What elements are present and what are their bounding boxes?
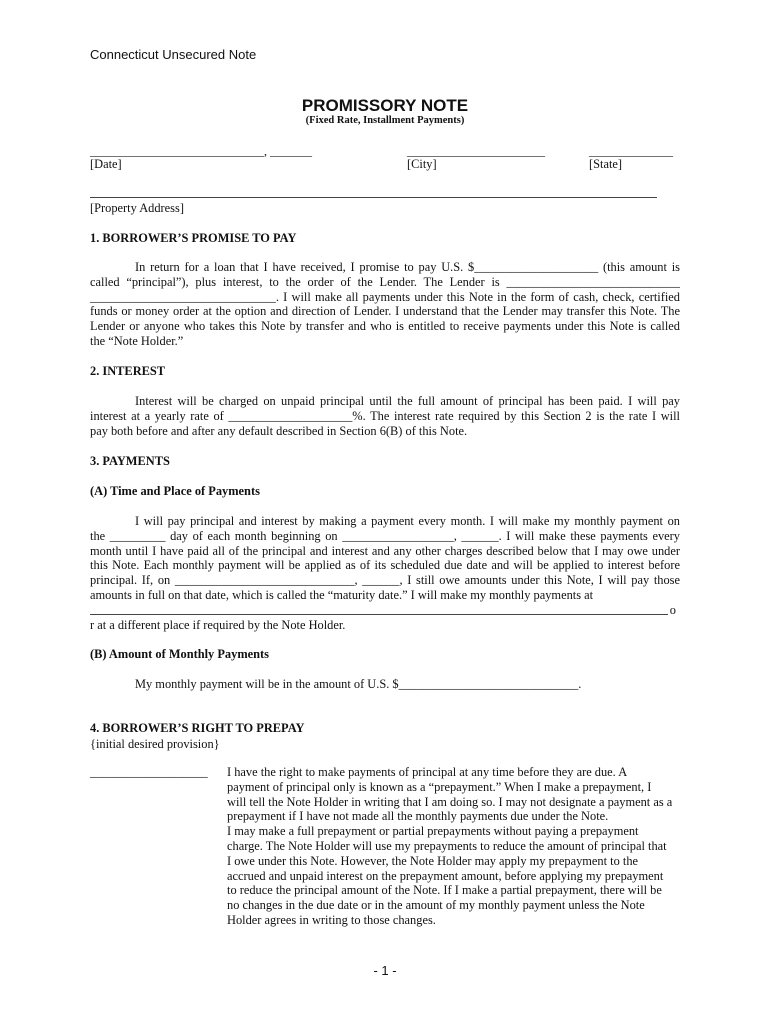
paragraph-line: accrued and unpaid interest on the prepayment amount, before applying my prepayment — [227, 868, 664, 883]
paragraph-line: I owe under this Note. However, the Note Holder may apply my prepayment to the — [227, 853, 639, 868]
paragraph-line: pay both before and after any default described in Section 6(B) of this Note. — [90, 423, 468, 438]
section-4-heading: 4. BORROWER’S RIGHT TO PREPAY — [90, 721, 305, 735]
property-address-line[interactable] — [90, 197, 657, 198]
section-3-heading: 3. PAYMENTS — [90, 454, 170, 468]
paragraph-line: the “Note Holder.” — [90, 333, 184, 348]
paragraph-line: the _________ day of each month beginning on __________________, ______. I will make these payments every — [90, 528, 680, 543]
paragraph-line: payment of principal only is known as a “prepayment.” When I make a prepayment, I — [227, 779, 652, 794]
paragraph-line: In return for a loan that I have received, I promise to pay U.S. $____________________ (this amount is — [135, 260, 680, 274]
city-label: [City] — [407, 157, 437, 171]
paragraph-line: I have the right to make payments of principal at any time before they are due. A — [227, 765, 628, 779]
paragraph-line: I may make a full prepayment or partial prepayments without paying a prepayment — [227, 824, 639, 839]
section-2-heading: 2. INTEREST — [90, 364, 166, 378]
paragraph-line: Interest will be charged on unpaid principal until the full amount of principal has been paid. I will pay — [135, 394, 680, 408]
paragraph-line: funds or money order at the option and direction of Lender. I understand that the Lender may transfer this Note. The — [90, 304, 680, 319]
paragraph-line: will tell the Note Holder in writing that I am doing so. I may not designate a payment as a — [227, 794, 673, 809]
section-2-body — [90, 394, 680, 438]
paragraph-line: month until I have paid all of the principal and interest and any other charges described below that I may owe under — [90, 543, 680, 558]
paragraph-line: amounts in full on that date, which is called the “maturity date.” I will make my monthly payments at — [90, 587, 594, 602]
paragraph-line: this Note. Each monthly payment will be applied as of its scheduled due date and will be applied to interest before — [90, 558, 680, 573]
page-title: PROMISSORY NOTE — [301, 96, 469, 115]
section-4-body — [227, 765, 682, 928]
paragraph-line: I will pay principal and interest by making a payment every month. I will make my monthly payment on — [135, 514, 680, 528]
document-label: Connecticut Unsecured Note — [90, 47, 257, 62]
section-3b-heading: (B) Amount of Monthly Payments — [90, 647, 269, 661]
paragraph-line: to reduce the principal amount of the Note. If I make a partial prepayment, there will be — [227, 883, 662, 898]
paragraph-line: interest at a yearly rate of ____________________%. The interest rate required by this Section 2 is the rate I will — [90, 408, 680, 423]
city-field-blank[interactable]: _______________________ — [407, 144, 545, 158]
state-label: [State] — [589, 157, 623, 171]
initial-provision-note: {initial desired provision} — [90, 737, 220, 751]
paragraph-line: r at a different place if required by the Note Holder. — [90, 617, 346, 632]
paragraph-line: charge. The Note Holder will use my prepayments to reduce the amount of principal that — [227, 838, 667, 853]
date-label: [Date] — [90, 157, 122, 171]
property-address-label: [Property Address] — [90, 201, 184, 215]
paragraph-line: no changes in the due date or in the amount of my monthly payment unless the Note — [227, 898, 645, 913]
payment-place-line[interactable]: o — [90, 603, 680, 618]
paragraph-line: ______________________________. I will make all payments under this Note in the form of cash, check, certified — [90, 289, 680, 304]
paragraph-line: Holder agrees in writing to those changes. — [227, 912, 436, 927]
page-subtitle: (Fixed Rate, Installment Payments) — [305, 115, 465, 126]
page-number: - 1 - — [373, 963, 397, 978]
state-field-blank[interactable]: ______________ — [589, 144, 673, 158]
monthly-payment-line: My monthly payment will be in the amount of U.S. $_____________________________. — [135, 677, 582, 691]
section-3a-body — [90, 514, 680, 632]
paragraph-line: called “principal”), plus interest, to the order of the Lender. The Lender is ____________________________ — [90, 274, 680, 289]
section-1-body — [90, 260, 680, 349]
date-field-blank[interactable]: _____________________________, _______ — [90, 144, 312, 158]
paragraph-line: principal. If, on _____________________________, ______, I still owe amounts under this Note, I will pay those — [90, 573, 680, 588]
paragraph-line: Lender or anyone who takes this Note by transfer and who is entitled to receive payments under this Note is called — [90, 319, 680, 334]
paragraph-line: prepayment if I have not made all the monthly payments due under the Note. — [227, 809, 609, 824]
initial-blank[interactable]: ___________________ — [90, 765, 208, 779]
section-3a-heading: (A) Time and Place of Payments — [90, 484, 260, 498]
section-1-heading: 1. BORROWER’S PROMISE TO PAY — [90, 231, 297, 245]
